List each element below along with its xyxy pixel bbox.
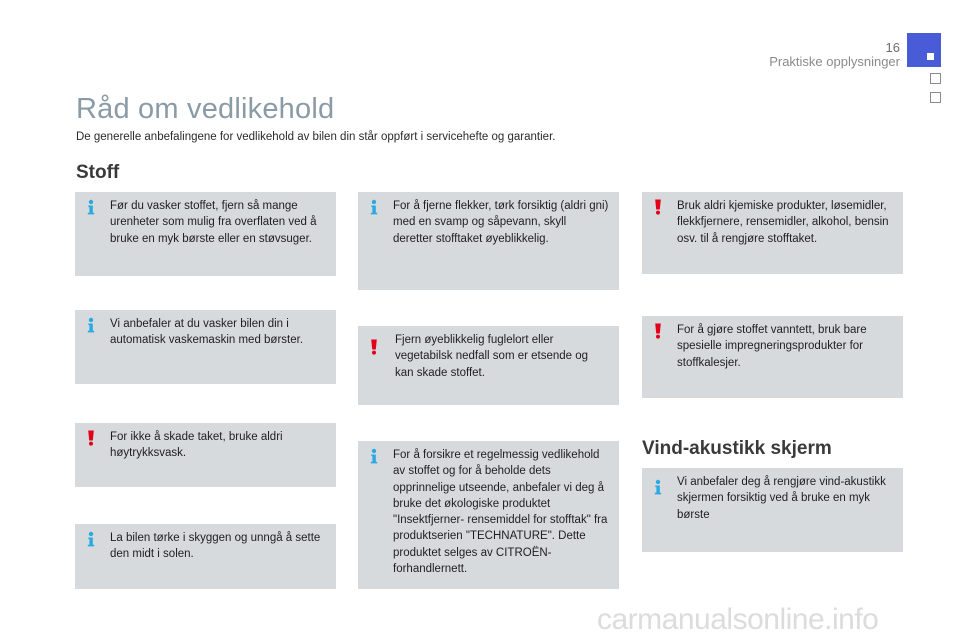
note-card (642, 468, 903, 552)
warning-icon (651, 199, 665, 215)
info-icon (84, 199, 98, 215)
warning-text: For å gjøre stoffet vanntett, bruk bare spesielle impregneringsprodukter for stoffkalesjer. (677, 324, 867, 369)
note-card (358, 441, 619, 589)
note-card (75, 310, 336, 384)
info-icon (367, 448, 381, 464)
note-card (75, 524, 336, 589)
warning-icon (367, 339, 381, 355)
chapter-tab-2[interactable] (930, 73, 941, 84)
note-text: For å fjerne flekker, tørk forsiktig (aldri gni) med en svamp og såpevann, skyll deretter stofftaket øyeblikkelig. (393, 200, 609, 245)
warning-card (358, 326, 619, 405)
watermark: carmanualsonline.info (597, 603, 879, 636)
note-text: Vi anbefaler deg å rengjøre vind-akustikk skjermen forsiktig ved å bruke en myk børste (677, 476, 886, 521)
page-title: Råd om vedlikehold (76, 93, 335, 125)
info-icon (367, 199, 381, 215)
tab-marker (927, 53, 934, 60)
warning-card (642, 192, 903, 274)
chapter-tab-3[interactable] (930, 92, 941, 103)
section-heading-vind: Vind-akustikk skjerm (642, 438, 832, 459)
warning-icon (651, 323, 665, 339)
info-icon (84, 317, 98, 333)
chapter-tab[interactable] (907, 33, 941, 67)
warning-text: For ikke å skade taket, bruke aldri høytrykksvask. (110, 431, 283, 460)
section-title: Praktiske opplysninger (769, 54, 900, 69)
info-icon (651, 479, 665, 495)
note-text: Vi anbefaler at du vasker bilen din i automatisk vaskemaskin med børster. (110, 318, 304, 347)
note-text: Før du vasker stoffet, fjern så mange urenheter som mulig fra overflaten ved å bruke en myk børste eller en støvsuger. (110, 200, 317, 245)
note-text: La bilen tørke i skyggen og unngå å sette den midt i solen. (110, 532, 321, 561)
page-number: 16 (885, 40, 900, 55)
warning-text: Fjern øyeblikkelig fuglelort eller vegetabilsk nedfall som er etsende og kan skade stoffet. (395, 334, 589, 379)
section-heading-stoff: Stoff (76, 162, 120, 183)
warning-card (75, 423, 336, 487)
info-icon (84, 531, 98, 547)
intro-text: De generelle anbefalingene for vedlikehold av bilen din står oppført i servicehefte og garantier. (76, 131, 556, 143)
note-text: For å forsikre et regelmessig vedlikehold av stoffet og for å beholde dets opprinnelige utseende, anbefaler vi deg å bruke det økologiske produktet "Insektfjerner- rensemiddel for stofftak" fra produktserien "TECHNATURE". Dette produktet selges av CITROËN-forhandlernett. (393, 449, 608, 576)
warning-icon (84, 430, 98, 446)
warning-card (642, 316, 903, 398)
warning-text: Bruk aldri kjemiske produkter, løsemidler, flekkfjernere, rensemidler, alkohol, bensin osv. til å rengjøre stofftaket. (677, 200, 889, 245)
note-card (75, 192, 336, 276)
note-card (358, 192, 619, 290)
